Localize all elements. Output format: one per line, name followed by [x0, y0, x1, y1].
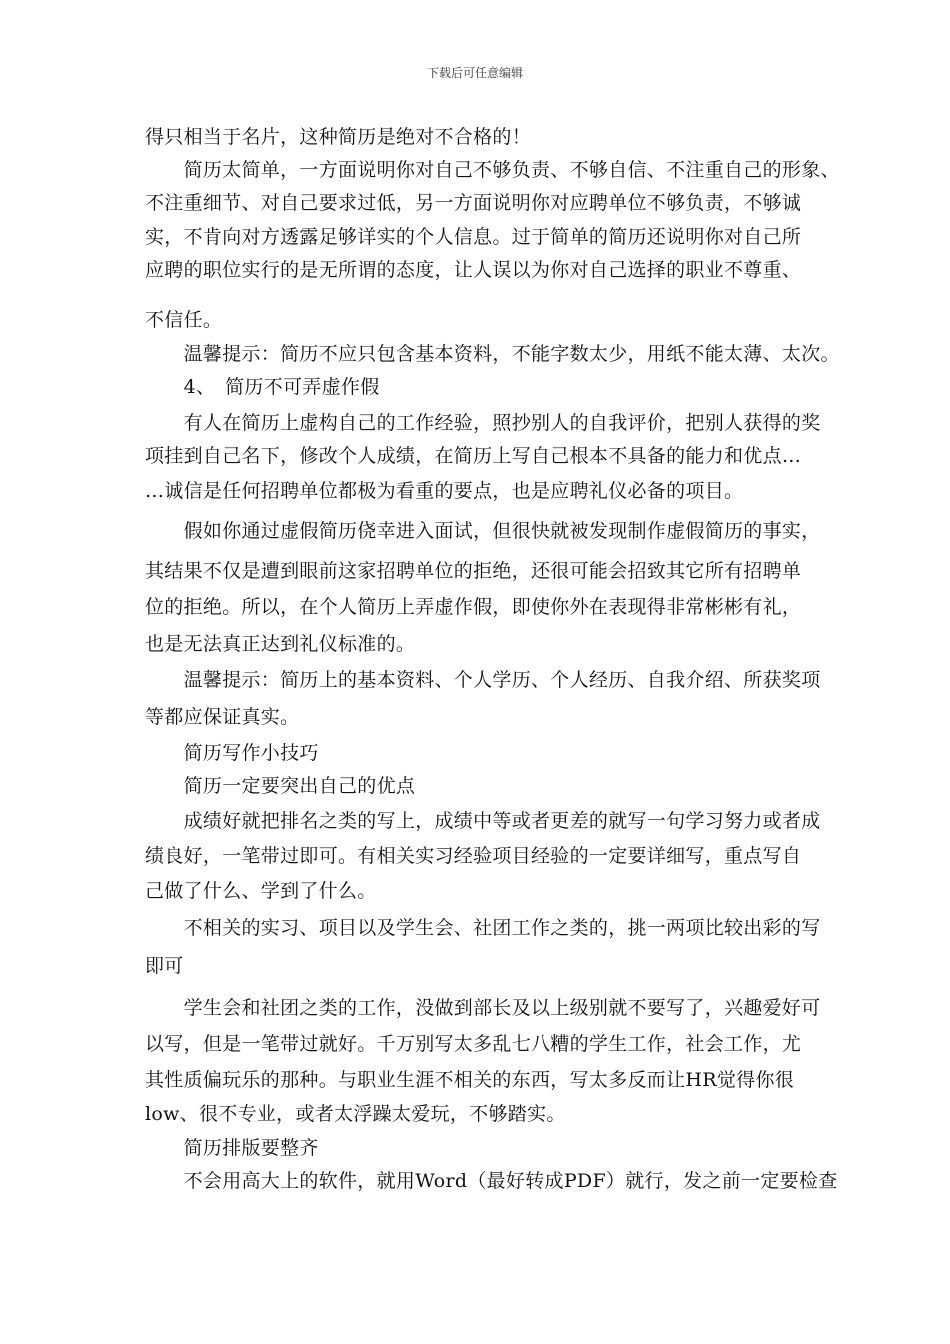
body-line-19: 简历一定要突出自己的优点 [145, 775, 416, 797]
body-line-6: 不信任。 [145, 309, 223, 331]
body-line-4: 实，不肯向对方透露足够详实的个人信息。过于简单的简历还说明你对自己所 [145, 226, 802, 248]
body-line-16: 温馨提示：简历上的基本资料、个人学历、个人经历、自我介绍、所获奖项 [145, 669, 821, 691]
body-line-25: 学生会和社团之类的工作，没做到部长及以上级别就不要写了，兴趣爱好可 [145, 997, 821, 1019]
body-line-5: 应聘的职位实行的是无所谓的态度，让人误以为你对自己选择的职业不尊重、 [145, 259, 802, 281]
body-line-9: 有人在简历上虚构自己的工作经验，照抄别人的自我评价，把别人获得的奖 [145, 412, 821, 434]
body-line-11: …诚信是任何招聘单位都极为看重的要点，也是应聘礼仪必备的项目。 [145, 480, 744, 502]
body-line-18: 简历写作小技巧 [145, 742, 319, 764]
body-line-27: 其性质偏玩乐的那种。与职业生涯不相关的东西，写太多反而让HR觉得你很 [145, 1069, 795, 1091]
body-line-13: 其结果不仅是遭到眼前这家招聘单位的拒绝，还很可能会招致其它所有招聘单 [145, 560, 802, 582]
body-line-29: 简历排版要整齐 [145, 1137, 319, 1159]
body-line-22: 己做了什么、学到了什么。 [145, 880, 377, 902]
body-line-2: 简历太简单，一方面说明你对自己不够负责、不够自信、不注重自己的形象、 [145, 159, 840, 181]
body-line-23: 不相关的实习、项目以及学生会、社团工作之类的，挑一两项比较出彩的写 [145, 917, 821, 939]
body-line-30: 不会用高大上的软件，就用Word（最好转成PDF）就行，发之前一定要检查 [145, 1170, 838, 1192]
body-line-3: 不注重细节、对自己要求过低，另一方面说明你对应聘单位不够负责，不够诚 [145, 192, 802, 214]
body-line-26: 以写，但是一笔带过就好。千万别写太多乱七八糟的学生工作，社会工作，尤 [145, 1033, 802, 1055]
body-line-21: 绩良好，一笔带过即可。有相关实习经验项目经验的一定要详细写，重点写自 [145, 845, 802, 867]
page-header: 下载后可任意编辑 [426, 66, 523, 80]
body-line-24: 即可 [145, 955, 184, 977]
body-line-14: 位的拒绝。所以，在个人简历上弄虚作假，即使你外在表现得非常彬彬有礼， [145, 596, 802, 618]
body-line-28: low、很不专业，或者太浮躁太爱玩，不够踏实。 [145, 1103, 566, 1125]
body-line-17: 等都应保证真实。 [145, 706, 300, 728]
body-line-12: 假如你通过虚假简历侥幸进入面试，但很快就被发现制作虚假简历的事实， [145, 520, 821, 542]
body-line-10: 项挂到自己名下，修改个人成绩，在简历上写自己根本不具备的能力和优点… [145, 445, 802, 467]
body-line-20: 成绩好就把排名之类的写上，成绩中等或者更差的就写一句学习努力或者成 [145, 810, 821, 832]
body-line-1: 得只相当于名片，这种简历是绝对不合格的！ [145, 126, 532, 148]
body-line-7: 温馨提示：简历不应只包含基本资料，不能字数太少，用纸不能太薄、太次。 [145, 343, 840, 365]
body-line-8: 4、 简历不可弄虚作假 [145, 376, 380, 398]
body-line-15: 也是无法真正达到礼仪标准的。 [145, 633, 416, 655]
